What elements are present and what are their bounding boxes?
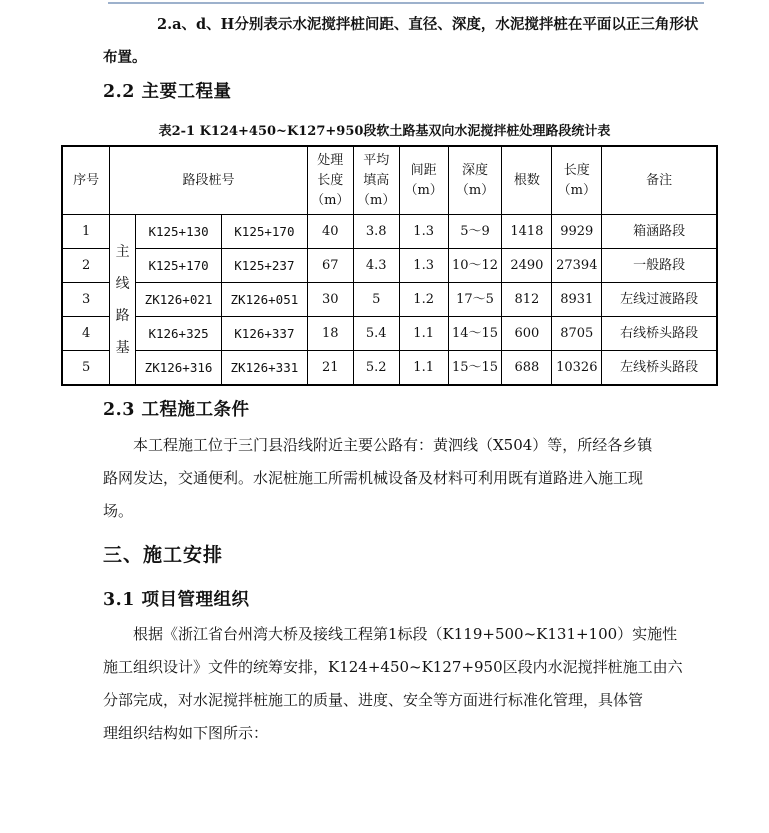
section-heading-3: 三、施工安排 bbox=[103, 544, 224, 566]
cell-remark: 右线桥头路段 bbox=[602, 317, 717, 351]
section-heading-2-3: 2.3 工程施工条件 bbox=[103, 400, 250, 420]
paragraph-construction-conditions bbox=[103, 429, 683, 528]
cell-length: 10326 bbox=[552, 351, 602, 386]
table-row bbox=[62, 351, 717, 386]
cell-length: 8931 bbox=[552, 283, 602, 317]
cell-length: 8705 bbox=[552, 317, 602, 351]
cell-treat-length: 21 bbox=[307, 351, 353, 386]
header-rule bbox=[108, 2, 704, 4]
cell-depth: 10～12 bbox=[448, 249, 502, 283]
cell-remark: 左线过渡路段 bbox=[602, 283, 717, 317]
group-label-char: 线 bbox=[115, 275, 130, 292]
cell-spacing: 1.2 bbox=[399, 283, 448, 317]
table-caption: 表2-1 K124+450~K127+950段软土路基双向水泥搅拌桩处理路段统计表 bbox=[158, 124, 611, 139]
group-label-char: 路 bbox=[115, 307, 130, 324]
cell-spacing: 1.1 bbox=[399, 317, 448, 351]
paragraph-line: 本工程施工位于三门县沿线附近主要公路有：黄泗线（X504）等，所经各乡镇 bbox=[133, 436, 653, 454]
table-row bbox=[62, 249, 717, 283]
cell-to: ZK126+331 bbox=[221, 351, 307, 386]
paragraph-line: 分部完成，对水泥搅拌桩施工的质量、进度、安全等方面进行标准化管理，具体管 bbox=[103, 691, 644, 709]
cell-count: 600 bbox=[502, 317, 552, 351]
cell-spacing: 1.1 bbox=[399, 351, 448, 386]
group-label-char: 基 bbox=[115, 339, 130, 356]
cell-depth: 15～15 bbox=[448, 351, 502, 386]
table-header-row bbox=[62, 146, 717, 215]
cell-remark: 一般路段 bbox=[602, 249, 717, 283]
header-section: 路段桩号 bbox=[110, 146, 308, 215]
cell-avg-fill: 5.2 bbox=[353, 351, 399, 386]
header-count: 根数 bbox=[502, 146, 552, 215]
header-spacing-1: 间距 bbox=[410, 162, 437, 178]
header-treat-length-1: 处理 bbox=[317, 152, 344, 168]
cell-avg-fill: 5 bbox=[353, 283, 399, 317]
header-remark: 备注 bbox=[602, 146, 717, 215]
cell-spacing: 1.3 bbox=[399, 249, 448, 283]
header-avg-fill bbox=[353, 146, 399, 215]
header-depth-2: （m） bbox=[455, 182, 495, 198]
cell-from: ZK126+021 bbox=[136, 283, 222, 317]
note-paragraph bbox=[103, 8, 703, 74]
header-spacing bbox=[399, 146, 448, 215]
paragraph-line: 理组织结构如下图所示： bbox=[103, 724, 269, 742]
cell-treat-length: 18 bbox=[307, 317, 353, 351]
cell-from: K125+170 bbox=[136, 249, 222, 283]
cell-remark: 左线桥头路段 bbox=[602, 351, 717, 386]
cell-treat-length: 30 bbox=[307, 283, 353, 317]
cell-to: K126+337 bbox=[221, 317, 307, 351]
cell-seq: 1 bbox=[62, 215, 110, 249]
header-treat-length-2: 长度 bbox=[317, 172, 344, 188]
paragraph-line: 根据《浙江省台州湾大桥及接线工程第1标段（K119+500~K131+100）实施性 bbox=[133, 625, 678, 643]
cell-avg-fill: 5.4 bbox=[353, 317, 399, 351]
note-line-2: 布置。 bbox=[103, 49, 147, 66]
cell-avg-fill: 3.8 bbox=[353, 215, 399, 249]
cell-length: 9929 bbox=[552, 215, 602, 249]
cell-spacing: 1.3 bbox=[399, 215, 448, 249]
table-row bbox=[62, 283, 717, 317]
header-avg-fill-1: 平均 bbox=[363, 152, 390, 168]
cell-from: ZK126+316 bbox=[136, 351, 222, 386]
cell-count: 812 bbox=[502, 283, 552, 317]
group-label-char: 主 bbox=[115, 243, 130, 260]
cell-seq: 2 bbox=[62, 249, 110, 283]
cell-depth: 5～9 bbox=[448, 215, 502, 249]
cell-to: K125+170 bbox=[221, 215, 307, 249]
cell-depth: 14～15 bbox=[448, 317, 502, 351]
cell-to: K125+237 bbox=[221, 249, 307, 283]
cell-from: K125+130 bbox=[136, 215, 222, 249]
cell-count: 2490 bbox=[502, 249, 552, 283]
cell-remark: 箱涵路段 bbox=[602, 215, 717, 249]
paragraph-project-management bbox=[103, 618, 683, 750]
header-treat-length-3: （m） bbox=[311, 192, 350, 208]
header-spacing-2: （m） bbox=[404, 182, 443, 198]
cell-seq: 5 bbox=[62, 351, 110, 386]
cell-seq: 3 bbox=[62, 283, 110, 317]
cell-count: 688 bbox=[502, 351, 552, 386]
cell-avg-fill: 4.3 bbox=[353, 249, 399, 283]
table-row bbox=[62, 317, 717, 351]
cell-treat-length: 67 bbox=[307, 249, 353, 283]
cell-seq: 4 bbox=[62, 317, 110, 351]
section-heading-3-1: 3.1 项目管理组织 bbox=[103, 590, 250, 610]
table-row bbox=[62, 215, 717, 249]
cell-from: K126+325 bbox=[136, 317, 222, 351]
header-length-2: （m） bbox=[557, 182, 596, 198]
paragraph-line: 场。 bbox=[103, 502, 134, 520]
statistics-table bbox=[61, 145, 718, 386]
header-avg-fill-2: 填高 bbox=[363, 172, 390, 188]
header-length-1: 长度 bbox=[563, 162, 590, 178]
cell-treat-length: 40 bbox=[307, 215, 353, 249]
header-seq: 序号 bbox=[62, 146, 110, 215]
header-depth-1: 深度 bbox=[462, 162, 489, 178]
cell-depth: 17～5 bbox=[448, 283, 502, 317]
header-treat-length bbox=[307, 146, 353, 215]
cell-count: 1418 bbox=[502, 215, 552, 249]
paragraph-line: 路网发达，交通便利。水泥桩施工所需机械设备及材料可利用既有道路进入施工现 bbox=[103, 469, 644, 487]
note-line-1: 2.a、d、H分别表示水泥搅拌桩间距、直径、深度，水泥搅拌桩在平面以正三角形状 bbox=[157, 16, 699, 33]
paragraph-line: 施工组织设计》文件的统筹安排，K124+450~K127+950区段内水泥搅拌桩施工由六 bbox=[103, 658, 683, 676]
header-avg-fill-3: （m） bbox=[357, 192, 396, 208]
header-length bbox=[552, 146, 602, 215]
header-depth bbox=[448, 146, 502, 215]
group-label-mainline bbox=[110, 215, 136, 386]
cell-length: 27394 bbox=[552, 249, 602, 283]
cell-to: ZK126+051 bbox=[221, 283, 307, 317]
section-heading-2-2: 2.2 主要工程量 bbox=[103, 82, 232, 102]
